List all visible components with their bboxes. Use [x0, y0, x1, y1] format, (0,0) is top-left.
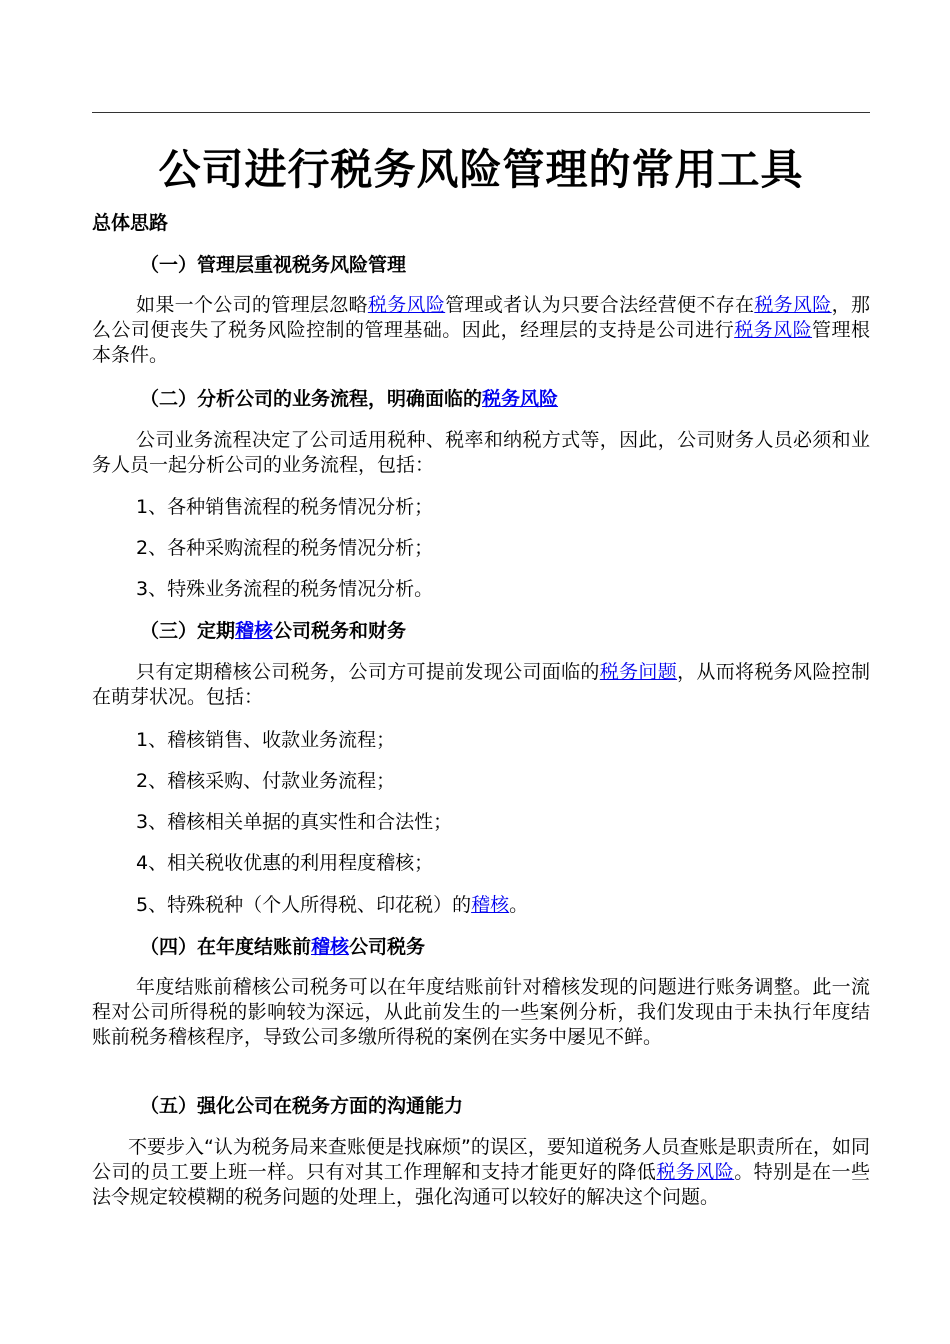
list-item: 1、稽核销售、收款业务流程；	[136, 729, 396, 751]
section-5-heading: （五）强化公司在税务方面的沟通能力	[140, 1095, 464, 1117]
heading-text: （二）分析公司的业务流程，明确面临的	[140, 388, 483, 410]
audit-link[interactable]: 稽核	[235, 620, 274, 642]
tax-risk-link[interactable]: 税务风险	[734, 319, 813, 341]
top-divider	[92, 112, 870, 113]
list-item: 4、相关税收优惠的利用程度稽核；	[136, 852, 434, 874]
list-item	[92, 892, 870, 918]
list-item: 2、各种采购流程的税务情况分析；	[136, 537, 434, 559]
text-run: 。	[509, 894, 529, 916]
text-run: ，从而将税务风险控制在萌芽状况。包括：	[92, 661, 870, 708]
text-run: 只有定期稽核公司税务，公司方可提前发现公司面临的	[136, 661, 600, 683]
list-item: 3、特殊业务流程的税务情况分析。	[136, 578, 434, 600]
heading-text: 公司税务和财务	[273, 620, 407, 642]
text-run: 如果一个公司的管理层忽略	[136, 294, 368, 316]
intro-label: 总体思路	[92, 212, 169, 234]
tax-risk-link[interactable]: 税务风险	[367, 294, 446, 316]
section-3-heading	[92, 618, 870, 644]
section-2-heading	[92, 386, 870, 412]
audit-link[interactable]: 稽核	[311, 936, 350, 958]
text-run: 5、特殊税种（个人所得税、印花税）的	[136, 894, 472, 916]
tax-risk-link[interactable]: 税务风险	[754, 294, 832, 316]
section-4-heading	[92, 934, 870, 960]
section-3-paragraph	[92, 660, 870, 710]
list-item: 2、稽核采购、付款业务流程；	[136, 770, 396, 792]
section-1-heading: （一）管理层重视税务风险管理	[140, 254, 407, 276]
text-run: 不要步入“认为税务局来查账便是找麻烦”的误区，要知道税务人员查账是职责所在，如同公司的员工要上班一样。只有对其工作理解和支持才能更好的降低	[92, 1136, 870, 1183]
list-item: 1、各种销售流程的税务情况分析；	[136, 496, 434, 518]
section-4-paragraph: 年度结账前稽核公司税务可以在年度结账前针对稽核发现的问题进行账务调整。此一流程对公司所得税的影响较为深远，从此前发生的一些案例分析，我们发现由于未执行年度结账前税务稽核程序，导致公司多缴所得税的案例在实务中屡见不鲜。	[92, 976, 870, 1048]
heading-text: 公司税务	[349, 936, 426, 958]
text-run: 管理根本条件。	[92, 319, 870, 366]
text-run: 。特别是在一些法令规定较模糊的税务问题的处理上，强化沟通可以较好的解决这个问题。	[92, 1161, 870, 1208]
section-2-paragraph: 公司业务流程决定了公司适用税种、税率和纳税方式等，因此，公司财务人员必须和业务人员一起分析公司的业务流程，包括：	[92, 429, 870, 476]
heading-text: （四）在年度结账前	[140, 936, 312, 958]
tax-issue-link[interactable]: 税务问题	[599, 661, 678, 683]
tax-risk-link[interactable]: 税务风险	[656, 1161, 735, 1183]
text-run: ，那么公司便丧失了税务风险控制的管理基础。因此，经理层的支持是公司进行	[92, 294, 870, 341]
tax-risk-link[interactable]: 税务风险	[482, 388, 559, 410]
audit-link[interactable]: 稽核	[471, 894, 510, 916]
page-title: 公司进行税务风险管理的常用工具	[158, 145, 804, 194]
text-run: 管理或者认为只要合法经营便不存在	[445, 294, 755, 316]
section-5-paragraph	[92, 1135, 870, 1210]
section-1-paragraph	[92, 293, 870, 368]
heading-text: （三）定期	[140, 620, 236, 642]
list-item: 3、稽核相关单据的真实性和合法性；	[136, 811, 453, 833]
